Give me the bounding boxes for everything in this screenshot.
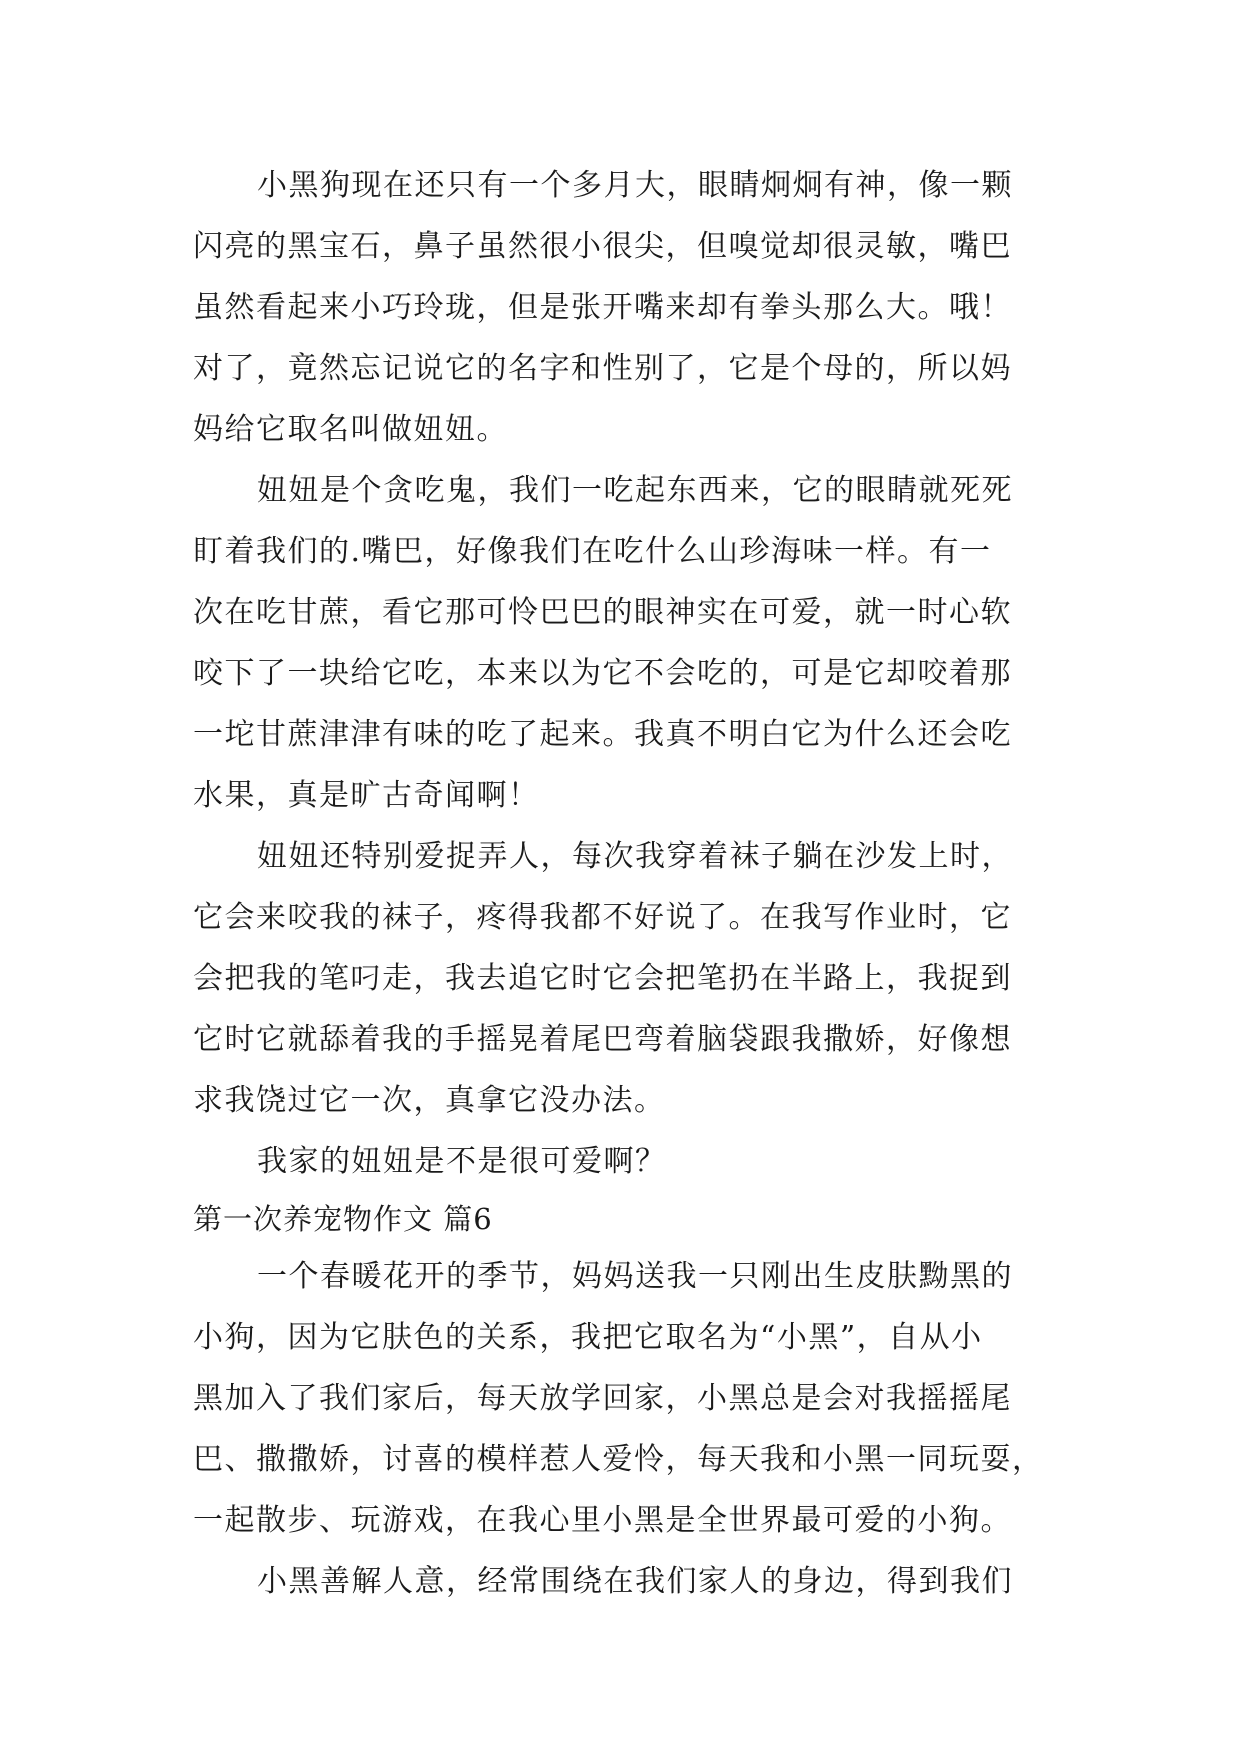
- text-line: 一个春暖花开的季节，妈妈送我一只刚出生皮肤黝黑的: [257, 1259, 1013, 1294]
- paragraph: [193, 1131, 1063, 1192]
- text-line: 妈给它取名叫做妞妞。: [193, 412, 508, 447]
- text-line: 巴、撒撒娇，讨喜的模样惹人爱怜，每天我和小黑一同玩耍，: [193, 1442, 1044, 1477]
- text-line: 一坨甘蔗津津有味的吃了起来。我真不明白它为什么还会吃: [193, 717, 1012, 752]
- text-line: 会把我的笔叼走，我去追它时它会把笔扔在半路上，我捉到: [193, 961, 1012, 996]
- text-line: 虽然看起来小巧玲珑，但是张开嘴来却有拳头那么大。哦！: [193, 290, 1012, 325]
- text-line: 咬下了一块给它吃，本来以为它不会吃的，可是它却咬着那: [193, 656, 1012, 691]
- paragraph: [193, 460, 1063, 826]
- text-line: 妞妞是个贪吃鬼，我们一吃起东西来，它的眼睛就死死: [257, 473, 1013, 508]
- text-line: 妞妞还特别爱捉弄人，每次我穿着袜子躺在沙发上时，: [257, 839, 1013, 874]
- text-line: 小黑狗现在还只有一个多月大，眼睛炯炯有神，像一颗: [257, 168, 1013, 203]
- text-line: 它会来咬我的袜子，疼得我都不好说了。在我写作业时，它: [193, 900, 1012, 935]
- text-line: 水果，真是旷古奇闻啊！: [193, 778, 540, 813]
- paragraph: [193, 1551, 1063, 1612]
- text-line: 我家的妞妞是不是很可爱啊？: [257, 1144, 667, 1179]
- text-line: 闪亮的黑宝石，鼻子虽然很小很尖，但嗅觉却很灵敏，嘴巴: [193, 229, 1012, 264]
- paragraph: [193, 826, 1063, 1131]
- text-line: 小狗，因为它肤色的关系，我把它取名为“小黑”，自从小: [193, 1320, 983, 1355]
- document-body: [193, 155, 1063, 1612]
- text-line: 一起散步、玩游戏，在我心里小黑是全世界最可爱的小狗。: [193, 1503, 1012, 1538]
- text-line: 小黑善解人意，经常围绕在我们家人的身边，得到我们: [257, 1564, 1013, 1599]
- text-line: 黑加入了我们家后，每天放学回家，小黑总是会对我摇摇尾: [193, 1381, 1012, 1416]
- paragraph: [193, 155, 1063, 460]
- text-line: 次在吃甘蔗，看它那可怜巴巴的眼神实在可爱，就一时心软: [193, 595, 1012, 630]
- text-line: 对了，竟然忘记说它的名字和性别了，它是个母的，所以妈: [193, 351, 1012, 386]
- paragraph: [193, 1246, 1063, 1551]
- text-line: 盯着我们的.嘴巴，好像我们在吃什么山珍海味一样。有一: [193, 534, 992, 569]
- text-line: 求我饶过它一次，真拿它没办法。: [193, 1083, 666, 1118]
- text-line: 它时它就舔着我的手摇晃着尾巴弯着脑袋跟我撒娇，好像想: [193, 1022, 1012, 1057]
- section-heading: 第一次养宠物作文 篇6: [193, 1202, 493, 1236]
